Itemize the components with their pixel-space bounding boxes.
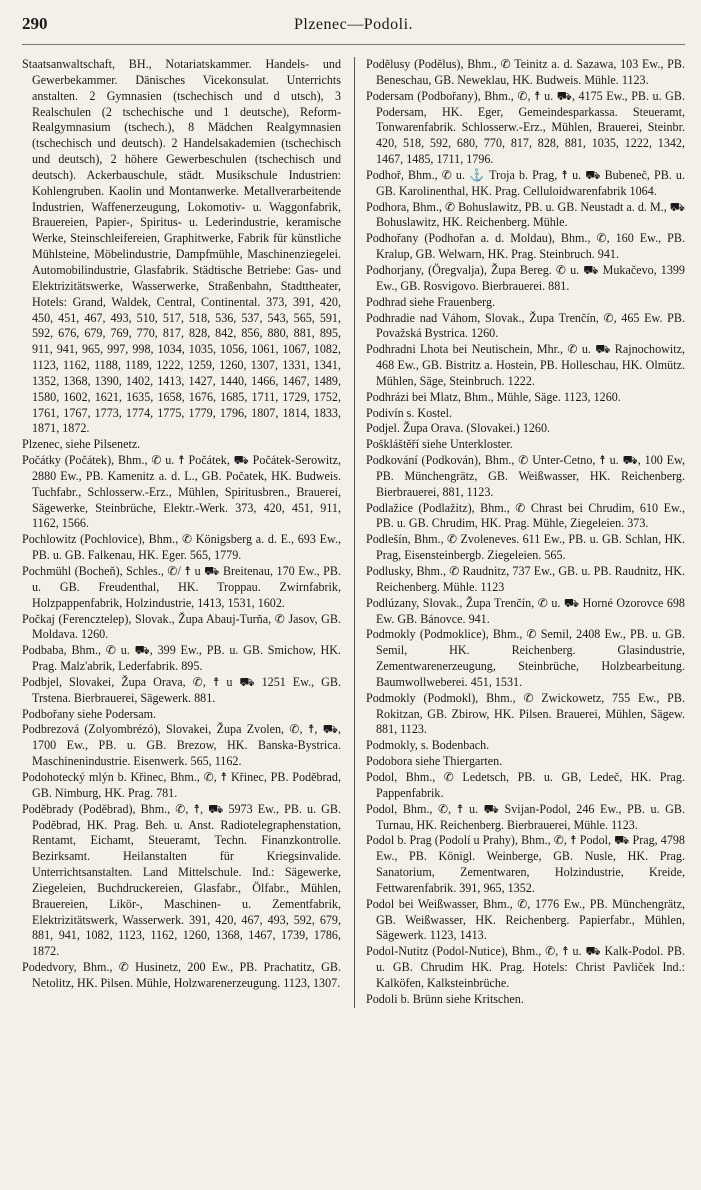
running-title: Plzenec—Podoli. <box>293 16 414 33</box>
entry: Podhorjany, (Öregvalja), Župa Bereg. ✆ u. ⛟ Mukačevo, 1399 Ew., GB. Rosvigovo. Bierbrauerei. 881. <box>365 262 685 293</box>
entry: Podol-Nutitz (Podol-Nutice), Bhm., ✆, ☨ u. ⛟ Kalk-Podol. PB. u. GB. Chrudim HK. Prag. Hotels: Christ Pavliček Ind.: Kalköfen, Kalksteinbrüche. <box>365 944 685 990</box>
entry: Podivín s. Kostel. <box>365 405 452 420</box>
entry: Podjel. Župa Orava. (Slovakei.) 1260. <box>365 421 551 436</box>
entry: Podhradni Lhota bei Neutischein, Mhr., ✆ u. ⛟ Rajnochowitz, 468 Ew., GB. Bistritz a. Hostein, PB. Holleschau, HK. Olmütz. Mühlen, Säge, Steinbruch. 1222. <box>365 342 685 388</box>
column-divider <box>354 57 355 1008</box>
entry: Podoli b. Brünn siehe Kritschen. <box>365 991 524 1006</box>
entry: Pochlowitz (Pochlovice), Bhm., ✆ Königsberg a. d. E., 693 Ew., PB. u. GB. Falkenau, HK. Eger. 565, 1779. <box>22 532 341 563</box>
right-column <box>358 57 685 1008</box>
entry: Podlusky, Bhm., ✆ Raudnitz, 737 Ew., GB. u. PB. Raudnitz, HK. Reichenberg. Mühle. 1123 <box>365 564 685 594</box>
entry: Poškláštěří siehe Unterkloster. <box>365 437 513 452</box>
entry: Podol, Bhm., ✆ Ledetsch, PB. u. GB, Ledeč, HK. Prag. Pappenfabrik. <box>365 769 685 800</box>
entry: Podbaba, Bhm., ✆ u. ⛟, 399 Ew., PB. u. GB. Smichow, HK. Prag. Malz'abrik, Lederfabrik. 895. <box>22 643 341 674</box>
entry: Podol, Bhm., ✆, ☨ u. ⛟ Svijan-Podol, 246 Ew., PB. u. GB. Turnau, HK. Reichenberg. Bierbrauerei, Mühle. 1123. <box>365 801 685 832</box>
entry: Podbrezová (Zolyombrézó), Slovakei, Župa Zvolen, ✆, ☨, ⛟, 1700 Ew., PB. u. GB. Brezow, HK. Banska-Bystrica. Maschinenindustrie. Eisenwerk. 565, 1162. <box>22 722 341 769</box>
entry: Podedvory, Bhm., ✆ Husinetz, 200 Ew., PB. Prachatitz, GB. Netolitz, HK. Pilsen. Mühle, Holzwarenerzeugung. 1123, 1307. <box>22 960 341 990</box>
entry: Podbořany siehe Podersam. <box>22 706 157 721</box>
entry: Podhořany (Podhořan a. d. Moldau), Bhm., ✆, 160 Ew., PB. Kralup, GB. Welwarn, HK. Prag. Steinbruch. 941. <box>365 231 685 262</box>
entry: Podhrad siehe Frauenberg. <box>365 294 496 309</box>
entry: Podersam (Podbořany), Bhm., ✆, ☨ u. ⛟, 4175 Ew., PB. u. GB. Podersam, HK. Eger, Gemeindesparkassa. Steueramt, Tonwarenfabrik. Schlosserw.-Erz., Mühlen, Brauerei, Steinbr. 420, 518, 592, 680, 770, 817, 828, 881, 1035, 1222, 1342, 1467, 1485, 1711, 1796. <box>365 88 685 167</box>
entry: Podlažice (Podlažitz), Bhm., ✆ Chrast bei Chrudim, 610 Ew., PB. u. GB. Chrudim, HK. Prag. Mühle, Ziegeleien. 373. <box>365 500 685 531</box>
entry: Podmokly (Podmoklice), Bhm., ✆ Semil, 2408 Ew., PB. u. GB. Semil, HK. Reichenberg. Glasindustrie, Zementwarenerzeugung, Steinbrüche, Holzbearbeitung. Baumwollweberei. 451, 1531. <box>365 627 685 689</box>
entry: Počkaj (Ferencztelep), Slovak., Župa Abauj-Turňa, ✆ Jasov, GB. Moldava. 1260. <box>22 611 341 642</box>
entry: Podkování (Podkován), Bhm., ✆ Unter-Cetno, ☨ u. ⛟, 100 Ew, PB. Münchengrätz, GB. Weißwasser, HK. Reichenberg. Bierbrauerei, 881, 1123. <box>365 453 685 499</box>
entry: Podhradie nad Váhom, Slovak., Župa Trenčín, ✆, 465 Ew. PB. Považská Bystrica. 1260. <box>365 310 685 341</box>
entry: Počátky (Počátek), Bhm., ✆ u. ☨ Počátek, ⛟ Počátek-Serowitz, 2880 Ew., PB. Kamenitz a. d. L., GB. Počatek, HK. Budweis. Tuchfabr., Schlosserw.-Erz., Mühlen, Spiritusbren., Brauerei, Sägewerke, Steinbrüche, Elektr.-Werk. 373, 420, 451, 911, 1162, 1566. <box>22 453 341 531</box>
entry: Podobora siehe Thiergarten. <box>365 754 503 769</box>
entry: Podmokly, s. Bodenbach. <box>365 738 490 753</box>
entry: Podhora, Bhm., ✆ Bohuslawitz, PB. u. GB. Neustadt a. d. M., ⛟ Bohuslawitz, HK. Reichenberg. Mühle. <box>365 199 685 230</box>
entry: Poděbrady (Poděbrad), Bhm., ✆, ☨, ⛟ 5973 Ew., PB. u. GB. Poděbrad, HK. Prag. Beh. u. Anst. Radiotelegraphenstation, Rentamt, Eichamt, Steueramt, Techn. Finanzkontrolle. Bezirksamt. Heilanstalten für Kriegsinvalide. Unterrichtsanstalten. Land Mittelschule. Ind.: Sägewerke, Ziegeleien, Buchdruckereien, Glasfabr., Ölfabr., Mühlen, Brauereien, Likör-, Maschinen- u. Zementfabrik, Elektrizitätswerk, Wasserwerk. 391, 420, 467, 493, 592, 679, 881, 941, 1082, 1123, 1162, 1260, 1368, 1467, 1739, 1786, 1872. <box>22 801 341 959</box>
entry: Podmokly (Podmokl), Bhm., ✆ Zwickowetz, 755 Ew., PB. Rokitzan, GB. Zbirow, HK. Pilsen. Brauerei, Mühlen, Sägew. 881, 1123. <box>365 690 685 737</box>
entry: Podohotecký mlýn b. Křinec, Bhm., ✆, ☨ Křinec, PB. Poděbrad, GB. Nimburg, HK. Prag. 781. <box>22 769 341 800</box>
entry: Plzenec, siehe Pilsenetz. <box>22 437 141 452</box>
page-number: 290 <box>22 14 48 33</box>
entry: Podbjel, Slovakei, Župa Orava, ✆, ☨ u ⛟ 1251 Ew., GB. Trstena. Bierbrauerei, Sägewerk. 881. <box>22 674 341 705</box>
entry: Podhoř, Bhm., ✆ u. ⚓ Troja b. Prag, ☨ u. ⛟ Bubeneč, PB. u. GB. Karolinenthal, HK. Prag. Celluloidwarenfabrik 1064. <box>365 167 685 198</box>
entry: Podlúzany, Slovak., Župa Trenčín, ✆ u. ⛟ Horné Ozorovce 698 Ew. GB. Bánovce. 941. <box>365 595 685 626</box>
entry: Pochmühl (Bocheň), Schles., ✆/ ☨ u ⛟ Breitenau, 170 Ew., PB. u. GB. Freudenthal, HK. Troppau. Zwirnfabrik, Holzpappenfabrik, Holzindustrie, 1413, 1531, 1602. <box>22 564 341 610</box>
entry: Podol b. Prag (Podolí u Prahy), Bhm., ✆, ☨ Podol, ⛟ Prag, 4798 Ew., PB. Königl. Weinberge, GB. Nusle, HK. Prag. Sanatorium, Zementwaren, Holzindustrie, Kreide, Fettwarenfabrik. 391, 965, 1352. <box>365 833 685 895</box>
entry: Podlešín, Bhm., ✆ Zvoleneves. 611 Ew., PB. u. GB. Schlan, HK. Prag, Eisensteinbergb. Ziegeleien. 565. <box>365 532 685 563</box>
entry: Podol bei Weißwasser, Bhm., ✆, 1776 Ew., PB. Münchengrätz, GB. Weißwasser, HK. Reichenberg. Papierfabr., Mühlen, Sägewerk. 1123, 1413. <box>365 896 685 943</box>
left-column <box>22 57 351 1008</box>
entry: Podělusy (Podělus), Bhm., ✆ Teinitz a. d. Sazawa, 103 Ew., PB. Beneschau, GB. Neweklau, HK. Budweis. Mühle. 1123. <box>365 57 685 87</box>
entry: Staatsanwaltschaft, BH., Notariatskammer. Handels- und Gewerbekammer. Dänisches Vicekonsulat. Unterrichts anstalten. 2 Gymnasien (tschechisch und d utsch), 3 Realschulen (2 tschechische und 1 deutsche), Reform-Realgymnasium (tschech.), 8 Mädchen Realgymnasien (tschechisch und deutsch). 2 Handelsakademien (tschechisch und deutsch), 2 höhere Gewerbeschulen (tschechisch und deutsch). Ackerbauschule, städt. Musikschule Industrien: Kohlengruben. Kaolin und Montanwerke. Metallverarbeitende Industrien, Waffenerzeugung, Lokomotiv- u. Waggonfabrik, Brauereien, Papier-, Spiritus- u. Lederindustrie, keramische Werke, Steinschleifereien, Graphitwerke, Fabrik für künstliche Mühlsteine, Möbelindustrie, Dampfmühle, Maschinenziegelei. Automobilindustrie, Glasfabrik. Städtische Betriebe: Gas- und Elektrizitätswerke, Wasserwerke, Straßenbahn, Stadttheater, Hotels: Grand, Waldek, Central, Continental. 373, 391, 420, 450, 451, 467, 493, 510, 517, 518, 536, 537, 543, 565, 591, 592, 676, 679, 769, 770, 817, 828, 842, 856, 880, 881, 895, 911, 941, 965, 997, 998, 1034, 1035, 1056, 1061, 1067, 1082, 1123, 1162, 1188, 1189, 1222, 1259, 1260, 1307, 1331, 1341, 1352, 1368, 1390, 1402, 1413, 1427, 1440, 1466, 1467, 1489, 1580, 1602, 1621, 1635, 1658, 1676, 1685, 1711, 1729, 1752, 1761, 1767, 1773, 1774, 1775, 1779, 1796, 1807, 1814, 1833, 1871, 1872. <box>22 57 341 436</box>
columns <box>22 57 685 1008</box>
entry: Podhrázi bei Mlatz, Bhm., Mühle, Säge. 1123, 1260. <box>365 389 621 404</box>
page-header <box>22 14 685 45</box>
